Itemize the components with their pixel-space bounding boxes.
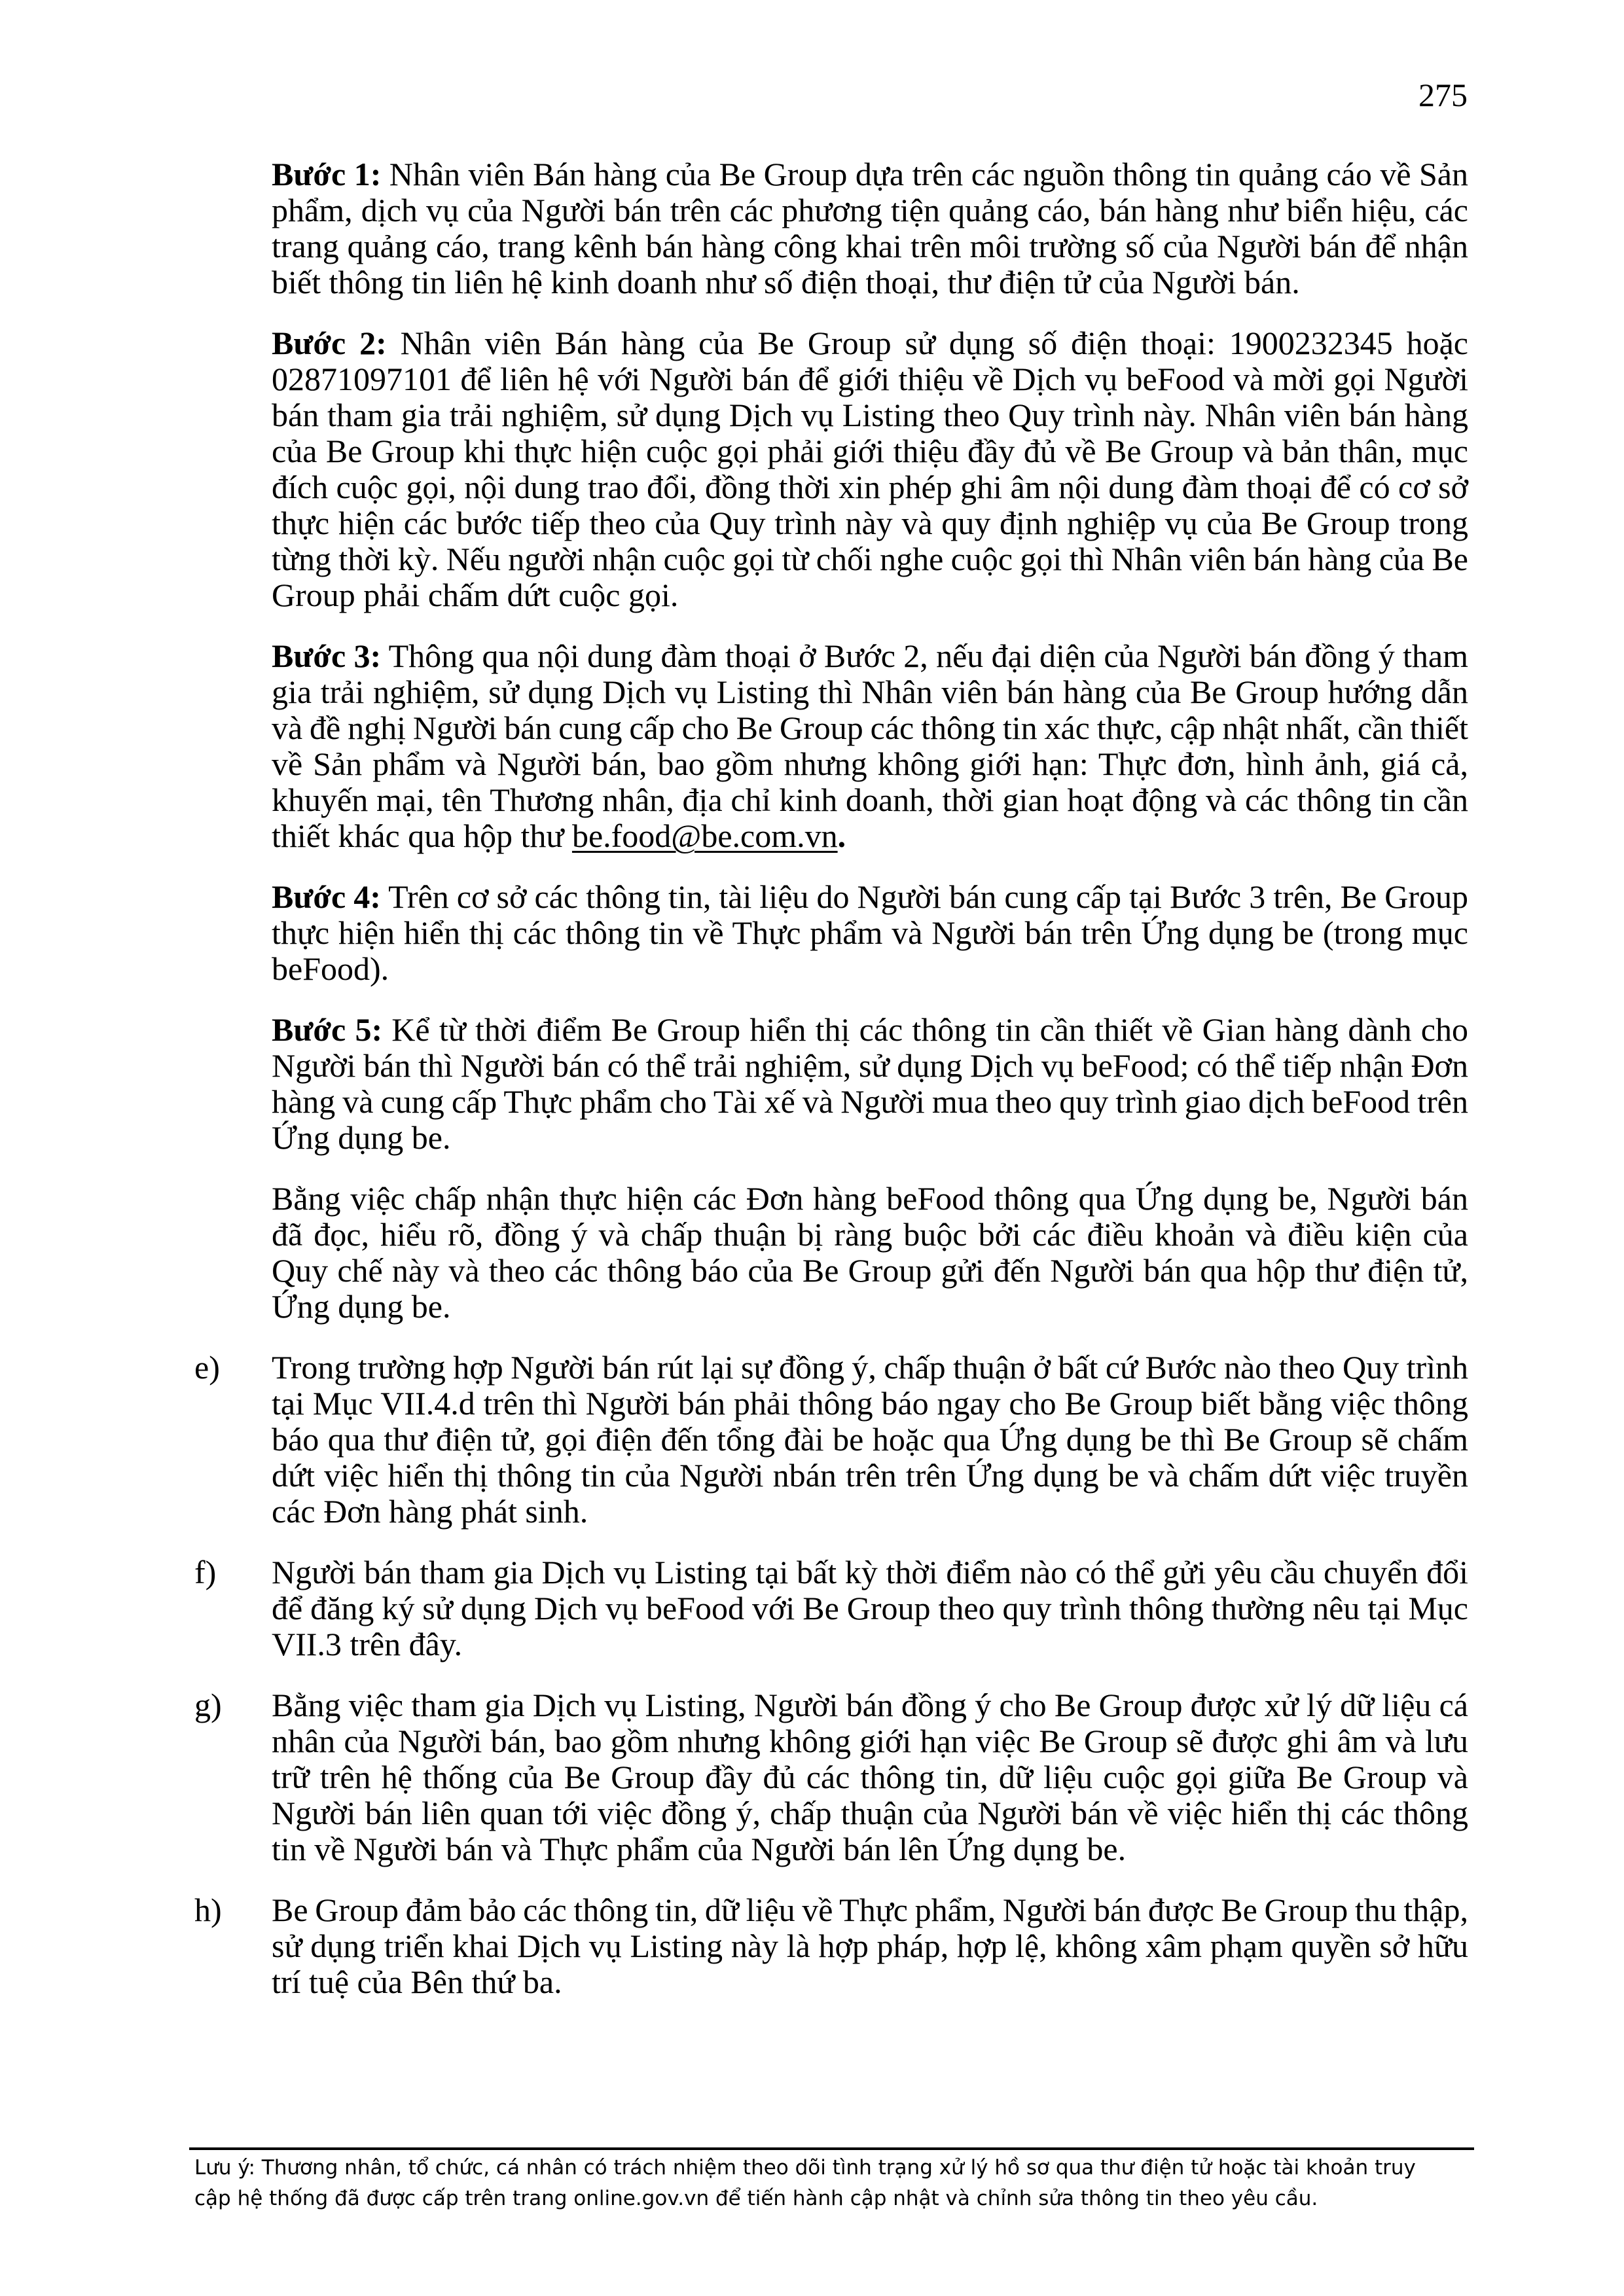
text-line: trữ trên hệ thống của Be Group đầy đủ các thông tin, dữ liệu cuộc gọi giữa Be Group và (272, 1759, 1468, 1795)
step-5-paragraph (272, 1012, 1468, 1156)
footer-divider (189, 2147, 1474, 2150)
text-line: của Be Group khi thực hiện cuộc gọi phải giới thiệu đầy đủ về Be Group và bản thân, mục (272, 433, 1468, 469)
step-4-paragraph (272, 879, 1468, 987)
text-line: trang quảng cáo, trang kênh bán hàng công khai trên môi trường số của Người bán để nhận (272, 228, 1468, 264)
list-item-label: g) (194, 1687, 222, 1723)
text-line: Người bán thì Người bán có thể trải nghiệm, sử dụng Dịch vụ beFood; có thể tiếp nhận Đơn (272, 1047, 1468, 1084)
footer-line: cập hệ thống đã được cấp trên trang online.gov.vn để tiến hành cập nhật và chỉnh sửa thông tin theo yêu cầu. (194, 2187, 1318, 2210)
text-line: Ứng dụng be. (272, 1288, 451, 1325)
text-line: các Đơn hàng phát sinh. (272, 1493, 588, 1530)
text-line: tin về Người bán và Thực phẩm của Người bán lên Ứng dụng be. (272, 1831, 1127, 1867)
step-1-paragraph (272, 156, 1468, 300)
text-line: thực hiện các bước tiếp theo của Quy trình này và quy định nghiệp vụ của Be Group trong (272, 505, 1468, 541)
punctuation: . (837, 817, 846, 854)
text-line: từng thời kỳ. Nếu người nhận cuộc gọi từ chối nghe cuộc gọi thì Nhân viên bán hàng của Be (272, 541, 1468, 577)
text-line: thiết khác qua hộp thư (272, 817, 572, 854)
text-line: đã đọc, hiểu rõ, đồng ý và chấp thuận bị ràng buộc bởi các điều khoản và điều kiện của (272, 1216, 1468, 1253)
text-line: VII.3 trên đây. (272, 1626, 463, 1662)
step-label: Bước 3: (272, 637, 382, 674)
step-label: Bước 4: (272, 878, 381, 915)
list-item-label: h) (194, 1892, 222, 1928)
list-item-e (194, 1349, 1468, 1530)
list-item-f (194, 1554, 1468, 1662)
text-line: hàng và cung cấp Thực phẩm cho Tài xế và Người mua theo quy trình giao dịch beFood trên (272, 1083, 1468, 1120)
text-line: beFood). (272, 950, 389, 987)
text-line: gia trải nghiệm, sử dụng Dịch vụ Listing thì Nhân viên bán hàng của Be Group hướng dẫn (272, 673, 1468, 710)
text-line: biết thông tin liên hệ kinh doanh như số điện thoại, thư điện tử của Người bán. (272, 264, 1300, 300)
text-line: trí tuệ của Bên thứ ba. (272, 1964, 562, 2000)
text-line: để đăng ký sử dụng Dịch vụ beFood với Be Group theo quy trình thông thường nêu tại Mục (272, 1590, 1468, 1626)
text-line: Nhân viên Bán hàng của Be Group dựa trên các nguồn thông tin quảng cáo về Sản (381, 156, 1468, 192)
text-line: Nhân viên Bán hàng của Be Group sử dụng số điện thoại: 1900232345 hoặc (386, 325, 1468, 361)
text-line: Group phải chấm dứt cuộc gọi. (272, 577, 679, 613)
text-line: Trên cơ sở các thông tin, tài liệu do Người bán cung cấp tại Bước 3 trên, Be Group (380, 878, 1468, 915)
text-line: nhân của Người bán, bao gồm nhưng không giới hạn việc Be Group sẽ được ghi âm và lưu (272, 1723, 1468, 1759)
text-line: Ứng dụng be. (272, 1119, 451, 1156)
step-label: Bước 1: (272, 156, 382, 192)
list-item-h (194, 1892, 1468, 2000)
footer-line: Lưu ý: Thương nhân, tổ chức, cá nhân có trách nhiệm theo dõi tình trạng xử lý hồ sơ qua thư điện tử hoặc tài khoản truy (194, 2156, 1416, 2179)
text-line: dứt việc hiển thị thông tin của Người nbán trên trên Ứng dụng be và chấm dứt việc truyền (272, 1457, 1468, 1494)
email-link[interactable]: be.food@be.com.vn (571, 817, 838, 854)
text-line: tại Mục VII.4.d trên thì Người bán phải thông báo ngay cho Be Group biết bằng việc thông (272, 1385, 1468, 1422)
text-line: khuyến mại, tên Thương nhân, địa chỉ kinh doanh, thời gian hoạt động và các thông tin cần (272, 781, 1468, 818)
step-label: Bước 2: (272, 325, 387, 361)
text-line: Be Group đảm bảo các thông tin, dữ liệu về Thực phẩm, Người bán được Be Group thu thập, (272, 1892, 1468, 1928)
text-line: và đề nghị Người bán cung cấp cho Be Group các thông tin xác thực, cập nhật nhất, cần thiết (272, 709, 1468, 746)
text-line: Người bán tham gia Dịch vụ Listing tại bất kỳ thời điểm nào có thể gửi yêu cầu chuyển đổi (272, 1554, 1468, 1590)
text-line: Bằng việc chấp nhận thực hiện các Đơn hàng beFood thông qua Ứng dụng be, Người bán (272, 1180, 1468, 1217)
text-line: Người bán liên quan tới việc đồng ý, chấp thuận của Người bán về việc hiển thị các thông (272, 1795, 1468, 1831)
text-line: về Sản phẩm và Người bán, bao gồm nhưng không giới hạn: Thực đơn, hình ảnh, giá cả, (272, 745, 1468, 782)
step-2-paragraph (272, 325, 1468, 613)
text-line: Quy chế này và theo các thông báo của Be Group gửi đến Người bán qua hộp thư điện tử, (272, 1252, 1468, 1289)
footer-note (194, 2153, 1474, 2214)
text-line: báo qua thư điện tử, gọi điện đến tổng đài be hoặc qua Ứng dụng be thì Be Group sẽ chấm (272, 1421, 1468, 1458)
text-line: phẩm, dịch vụ của Người bán trên các phương tiện quảng cáo, bán hàng như biển hiệu, các (272, 192, 1468, 228)
text-line: Bằng việc tham gia Dịch vụ Listing, Người bán đồng ý cho Be Group được xử lý dữ liệu cá (272, 1687, 1468, 1723)
list-item-label: e) (194, 1349, 220, 1386)
text-line: Thông qua nội dung đàm thoại ở Bước 2, nếu đại diện của Người bán đồng ý tham (381, 637, 1468, 674)
acceptance-paragraph (272, 1181, 1468, 1325)
text-line: bán tham gia trải nghiệm, sử dụng Dịch vụ Listing theo Quy trình này. Nhân viên bán hàng (272, 397, 1468, 433)
text-line: sử dụng triển khai Dịch vụ Listing này là hợp pháp, hợp lệ, không xâm phạm quyền sở hữu (272, 1928, 1468, 1964)
step-label: Bước 5: (272, 1011, 383, 1048)
step-3-paragraph (272, 638, 1468, 854)
page-number: 275 (1418, 77, 1468, 113)
list-item-label: f) (194, 1554, 217, 1590)
text-line: đích cuộc gọi, nội dung trao đổi, đồng thời xin phép ghi âm nội dung đàm thoại để có cơ sở (272, 469, 1468, 505)
text-line: Kể từ thời điểm Be Group hiển thị các thông tin cần thiết về Gian hàng dành cho (382, 1011, 1468, 1048)
text-line: 02871097101 để liên hệ với Người bán để giới thiệu về Dịch vụ beFood và mời gọi Người (272, 361, 1468, 397)
text-line: Trong trường hợp Người bán rút lại sự đồng ý, chấp thuận ở bất cứ Bước nào theo Quy trình (272, 1349, 1468, 1386)
list-item-g (194, 1687, 1468, 1867)
text-line: thực hiện hiển thị các thông tin về Thực phẩm và Người bán trên Ứng dụng be (trong mục (272, 914, 1468, 951)
document-body (194, 156, 1468, 2025)
